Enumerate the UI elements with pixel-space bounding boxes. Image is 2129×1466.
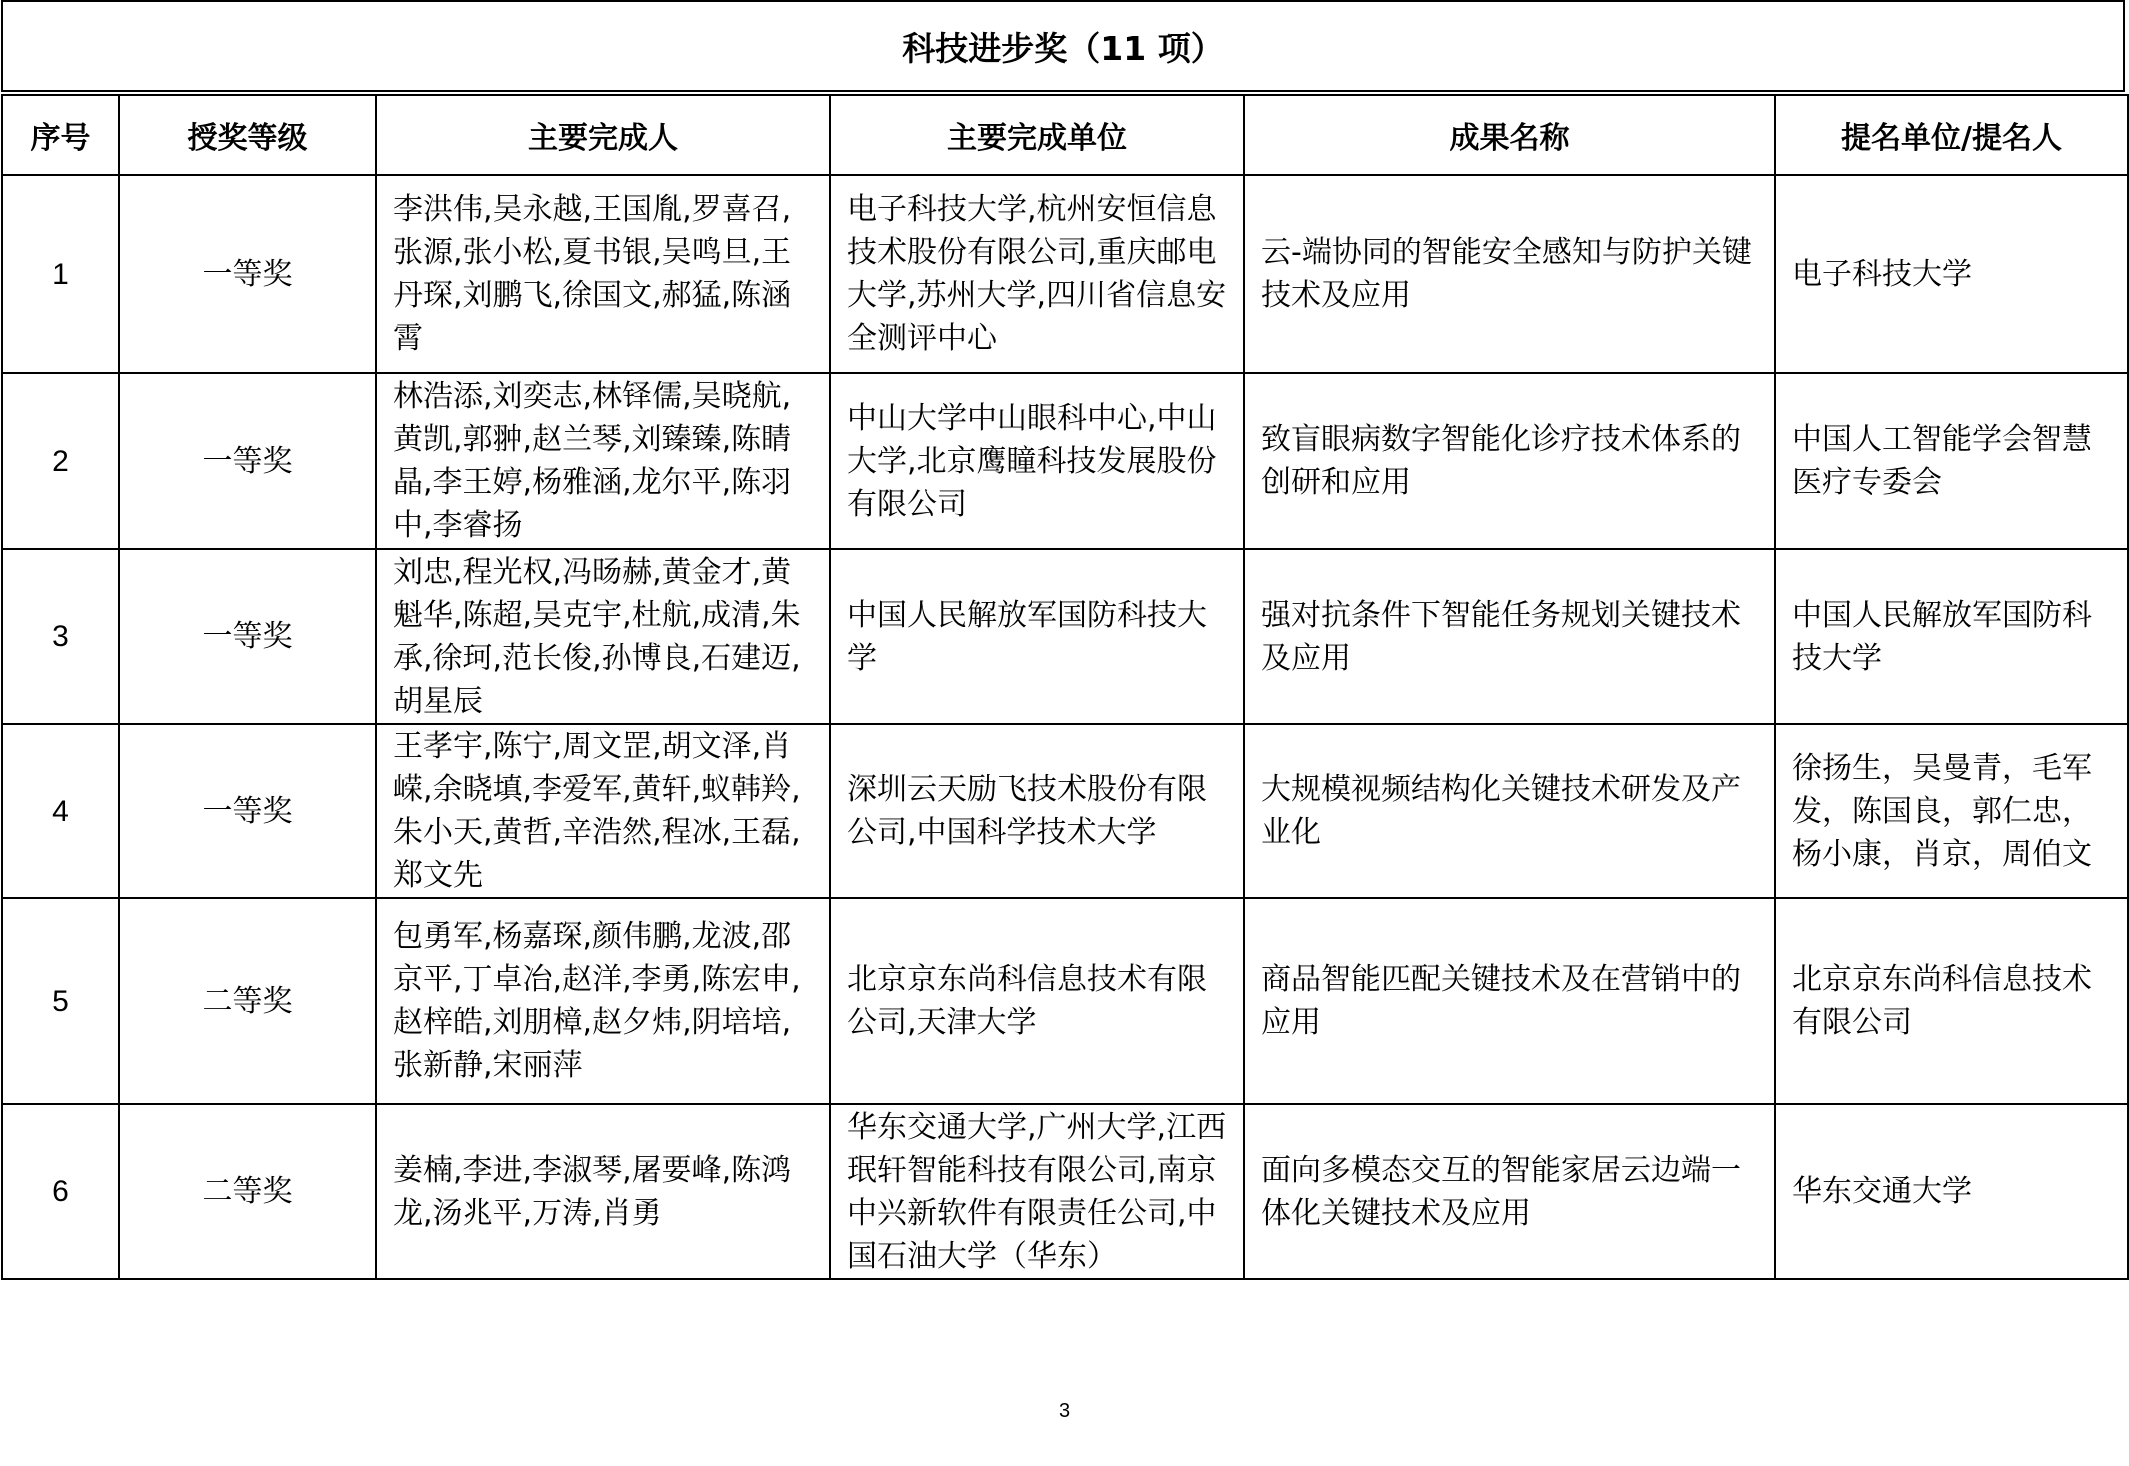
row-number: 5 xyxy=(2,898,119,1104)
main-contributors: 林浩添,刘奕志,林铎儒,吴晓航,黄凯,郭翀,赵兰琴,刘臻臻,陈睛晶,李王婷,杨雅涵,龙尔平,陈羽中,李睿扬 xyxy=(376,373,830,549)
main-units: 中国人民解放军国防科技大学 xyxy=(830,549,1244,724)
achievement-name: 面向多模态交互的智能家居云边端一体化关键技术及应用 xyxy=(1244,1104,1775,1279)
row-number: 4 xyxy=(2,724,119,898)
main-contributors: 王孝宇,陈宁,周文罡,胡文泽,肖嵘,余晓填,李爱军,黄轩,蚁韩羚,朱小天,黄哲,辛浩然,程冰,王磊,郑文先 xyxy=(376,724,830,898)
main-units: 中山大学中山眼科中心,中山大学,北京鹰瞳科技发展股份有限公司 xyxy=(830,373,1244,549)
table-row xyxy=(2,724,2128,898)
main-contributors: 姜楠,李进,李淑琴,屠要峰,陈鸿龙,汤兆平,万涛,肖勇 xyxy=(376,1104,830,1279)
main-units: 北京京东尚科信息技术有限公司,天津大学 xyxy=(830,898,1244,1104)
achievement-name: 致盲眼病数字智能化诊疗技术体系的创研和应用 xyxy=(1244,373,1775,549)
table-row xyxy=(2,175,2128,373)
nominator: 华东交通大学 xyxy=(1775,1104,2128,1279)
award-level: 一等奖 xyxy=(119,175,376,373)
table-row xyxy=(2,549,2128,724)
row-number: 1 xyxy=(2,175,119,373)
nominator: 徐扬生，吴曼青，毛军发，陈国良，郭仁忠，杨小康，肖京，周伯文 xyxy=(1775,724,2128,898)
award-category-title: 科技进步奖（11 项） xyxy=(1,0,2125,92)
row-number: 2 xyxy=(2,373,119,549)
table-row xyxy=(2,373,2128,549)
row-number: 6 xyxy=(2,1104,119,1279)
nominator: 电子科技大学 xyxy=(1775,175,2128,373)
main-contributors: 包勇军,杨嘉琛,颜伟鹏,龙波,邵京平,丁卓冶,赵洋,李勇,陈宏申,赵梓皓,刘朋樟,赵夕炜,阴培培,张新静,宋丽萍 xyxy=(376,898,830,1104)
award-level: 二等奖 xyxy=(119,1104,376,1279)
main-units: 华东交通大学,广州大学,江西珉轩智能科技有限公司,南京中兴新软件有限责任公司,中国石油大学（华东） xyxy=(830,1104,1244,1279)
page-number: 3 xyxy=(1058,1400,1071,1422)
header-main-contributors: 主要完成人 xyxy=(376,95,830,175)
main-units: 电子科技大学,杭州安恒信息技术股份有限公司,重庆邮电大学,苏州大学,四川省信息安全测评中心 xyxy=(830,175,1244,373)
award-level: 一等奖 xyxy=(119,549,376,724)
table-row xyxy=(2,1104,2128,1279)
main-contributors: 李洪伟,吴永越,王国胤,罗喜召,张源,张小松,夏书银,吴鸣旦,王丹琛,刘鹏飞,徐国文,郝猛,陈涵霄 xyxy=(376,175,830,373)
header-award-level: 授奖等级 xyxy=(119,95,376,175)
header-nominator: 提名单位/提名人 xyxy=(1775,95,2128,175)
table-header-row xyxy=(2,95,2128,175)
achievement-name: 大规模视频结构化关键技术研发及产业化 xyxy=(1244,724,1775,898)
award-level: 一等奖 xyxy=(119,373,376,549)
header-achievement-name: 成果名称 xyxy=(1244,95,1775,175)
award-level: 一等奖 xyxy=(119,724,376,898)
header-main-units: 主要完成单位 xyxy=(830,95,1244,175)
award-level: 二等奖 xyxy=(119,898,376,1104)
achievement-name: 商品智能匹配关键技术及在营销中的应用 xyxy=(1244,898,1775,1104)
main-contributors: 刘忠,程光权,冯旸赫,黄金才,黄魁华,陈超,吴克宇,杜航,成清,朱承,徐珂,范长俊,孙博良,石建迈,胡星辰 xyxy=(376,549,830,724)
main-units: 深圳云天励飞技术股份有限公司,中国科学技术大学 xyxy=(830,724,1244,898)
achievement-name: 云-端协同的智能安全感知与防护关键技术及应用 xyxy=(1244,175,1775,373)
table-row xyxy=(2,898,2128,1104)
nominator: 中国人民解放军国防科技大学 xyxy=(1775,549,2128,724)
nominator: 中国人工智能学会智慧医疗专委会 xyxy=(1775,373,2128,549)
awards-table xyxy=(1,94,2129,1280)
nominator: 北京京东尚科信息技术有限公司 xyxy=(1775,898,2128,1104)
header-serial-number: 序号 xyxy=(2,95,119,175)
row-number: 3 xyxy=(2,549,119,724)
achievement-name: 强对抗条件下智能任务规划关键技术及应用 xyxy=(1244,549,1775,724)
